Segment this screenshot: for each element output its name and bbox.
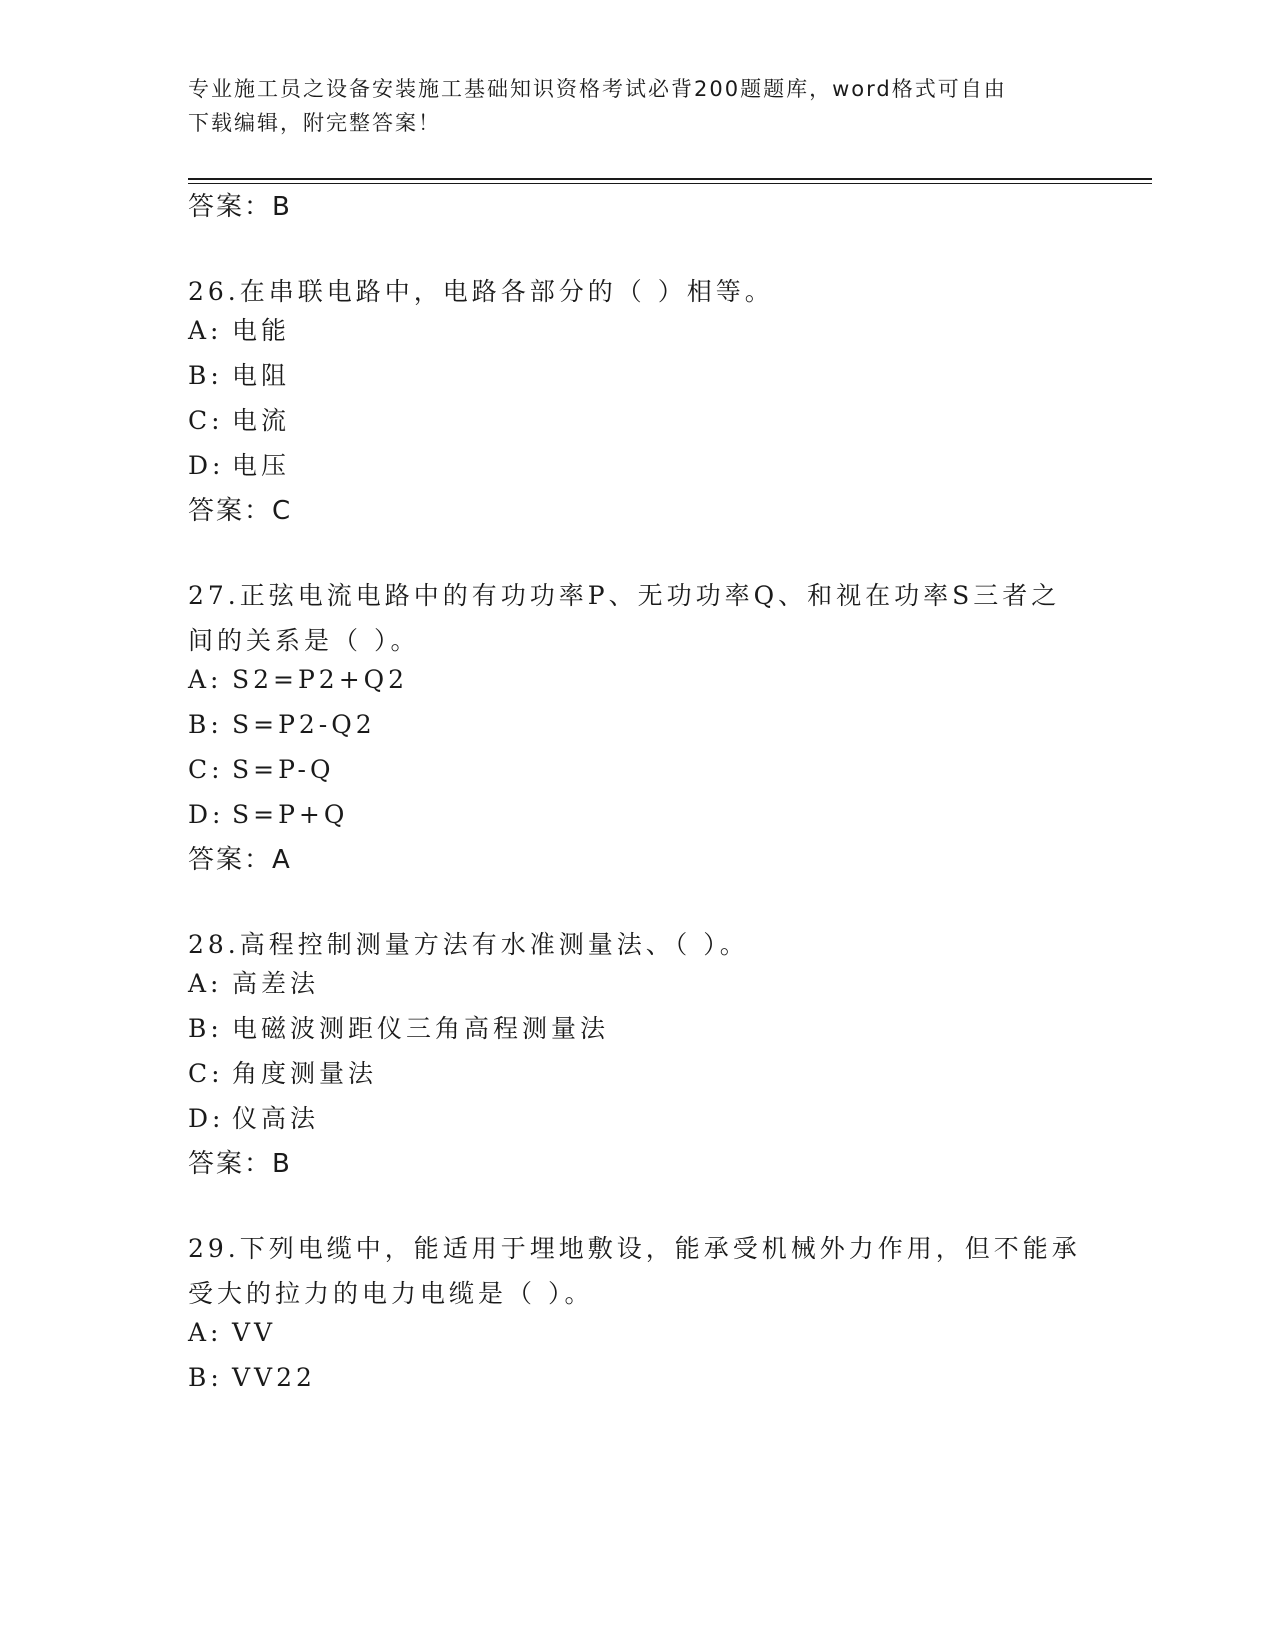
option-label: B: [188, 1363, 223, 1392]
option-label: A: [188, 1318, 223, 1347]
option-label: D: [188, 800, 225, 829]
option-a [188, 663, 1088, 697]
question-text: 27.正弦电流电路中的有功功率P、无功功率Q、和视在功率S三者之 [188, 581, 1061, 610]
spacer [188, 1181, 1088, 1226]
answer: 答案：A [188, 845, 292, 875]
option-label: A: [188, 665, 223, 694]
option-a [188, 314, 1088, 348]
option-text: 电流 [232, 406, 291, 435]
option-label: C: [188, 406, 224, 435]
option-text: 电压 [232, 451, 291, 480]
option-text: S2=P2+Q2 [232, 665, 409, 694]
option-label: B: [188, 1014, 223, 1043]
option-d [188, 798, 1088, 832]
question-text-cont: 间的关系是（ ）。 [188, 626, 420, 655]
option-text: S=P2-Q2 [232, 710, 376, 739]
option-text: S=P+Q [232, 800, 349, 829]
header-rule-thin [188, 183, 1152, 184]
option-b [188, 708, 1088, 742]
option-text: 电磁波测距仪三角高程测量法 [232, 1014, 610, 1043]
option-a [188, 1316, 1088, 1350]
option-text: 电能 [232, 316, 291, 345]
option-label: D: [188, 451, 225, 480]
option-label: C: [188, 1059, 224, 1088]
option-c [188, 753, 1088, 787]
option-label: D: [188, 1104, 225, 1133]
option-label: B: [188, 361, 223, 390]
option-b [188, 1012, 1088, 1046]
option-b [188, 359, 1088, 393]
spacer [188, 877, 1088, 922]
option-label: A: [188, 316, 223, 345]
option-text: 角度测量法 [232, 1059, 378, 1088]
question-27 [188, 573, 1088, 877]
question-text: 28.高程控制测量方法有水准测量法、（ ）。 [188, 930, 749, 959]
header-line-1: 专业施工员之设备安装施工基础知识资格考试必背200题题库，word格式可自由 [188, 77, 1007, 101]
question-text: 29.下列电缆中，能适用于埋地敷设，能承受机械外力作用，但不能承 [188, 1234, 1081, 1263]
option-text: VV [232, 1318, 277, 1347]
question-text-cont: 受大的拉力的电力电缆是（ ）。 [188, 1279, 594, 1308]
question-29 [188, 1226, 1088, 1395]
answer: 答案：C [188, 496, 293, 526]
option-text: VV22 [232, 1363, 316, 1392]
spacer [188, 528, 1088, 573]
option-c [188, 404, 1088, 438]
option-text: 高差法 [232, 969, 320, 998]
header-line-2: 下载编辑，附完整答案！ [188, 111, 441, 135]
option-a [188, 967, 1088, 1001]
option-text: 仪高法 [232, 1104, 320, 1133]
option-c [188, 1057, 1088, 1091]
option-label: C: [188, 755, 224, 784]
answer-previous: 答案：B [188, 192, 292, 222]
document-body [188, 190, 1088, 1406]
option-label: A: [188, 969, 223, 998]
answer: 答案：B [188, 1149, 292, 1179]
option-text: S=P-Q [232, 755, 335, 784]
option-d [188, 1102, 1088, 1136]
option-label: B: [188, 710, 223, 739]
option-d [188, 449, 1088, 483]
question-28 [188, 922, 1088, 1181]
header-rule-thick [188, 178, 1152, 180]
option-text: 电阻 [232, 361, 291, 390]
question-text: 26.在串联电路中，电路各部分的（ ）相等。 [188, 277, 774, 306]
question-26 [188, 269, 1088, 528]
option-b [188, 1361, 1088, 1395]
document-header [188, 72, 1088, 140]
spacer [188, 224, 1088, 269]
